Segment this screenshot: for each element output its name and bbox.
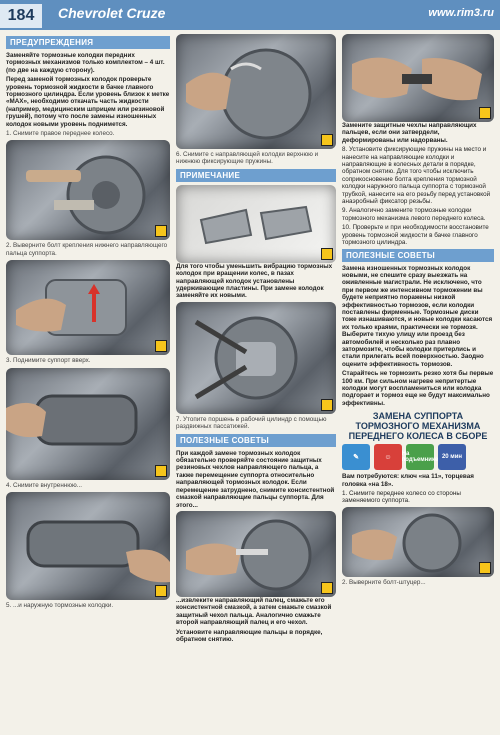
wrench-icon: ✎ [342, 444, 370, 470]
page-header [0, 0, 500, 30]
step-1-caption: 1. Снимите правое переднее колесо. [6, 130, 115, 138]
boots-drawing [342, 34, 494, 122]
page-number: 184 [0, 4, 42, 28]
photo-piston [176, 302, 336, 414]
caliper-bolt-drawing [342, 507, 494, 577]
photo-caliper-bolt [342, 507, 494, 577]
warning-heading: ПРЕДУПРЕЖДЕНИЯ [6, 36, 170, 49]
tips-text-right-1: Замена изношенных тормозных колодок новыми, не спешите сразу выезжать на оживленные магистрали. Не исключено, что при первом же интенсивном торможении вы будете неприятно поражены низкой эффективностью тормозов, если колодки поставлены фирменные. Тормозные диски тоже изнашиваются, и новые колодки касаются их только краями, практически не тормозя. Выберите тихую улицу или проезд без автомобилей и несколько раз плавно затормозите, чтобы колодки притерлись и стали прилегать всей поверхностью. Заодно оцените эффективность тормозов. [342, 264, 493, 368]
tool-tag-icon [155, 340, 167, 352]
step-9-text: 9. Аналогично замените тормозные колодки тормозного механизма левого переднего колеса. [342, 207, 486, 222]
column-middle [176, 34, 336, 645]
person-icon: ☺ [374, 444, 402, 470]
photo-wheel-hub [6, 140, 170, 240]
step-8-text: 8. Установите фиксирующие пружины на место и нанесите на направляющие колодки и направляющие в колесных детали в порядке, обратном снятию. Для того чтобы исключить соприкосновение болта крепления тормозной колодки наружного пальца суппорта с тормозной трубкой, нанесите на его резьбу перед установкой анаэробный фиксатор резьбы. [342, 146, 491, 206]
outer-pad-drawing [6, 492, 170, 600]
step-3-caption: 3. Поднимите суппорт вверх. [6, 357, 91, 365]
caliper-drawing [6, 260, 170, 355]
column-left [6, 34, 170, 613]
photo-outer-pad [6, 492, 170, 600]
book-title: Chevrolet Cruze [58, 5, 166, 21]
photo-inner-pad [6, 368, 170, 480]
springs-drawing [176, 34, 336, 149]
warning-text-2: Перед заменой тормозных колодок проверьте уровень тормозной жидкости в бачке главного тормозного цилиндра. Если уровень близок к метке «MAX», необходимо откачать часть жидкости (например, медицинским шприцем или резиновой грушей), потому что после замены изношенных колодок новыми уровень поднимется. [6, 76, 170, 128]
note-text: Для того чтобы уменьшить вибрацию тормозных колодок при вращении колес, в пазах направляющей колодок установлены удерживающие пластины. При замене колодок заменяйте их новыми. [176, 262, 333, 300]
photo-boots [342, 34, 494, 122]
tool-tag-icon [155, 225, 167, 237]
step-2-caption: 2. Выверните болт крепления нижнего направляющего пальца суппорта. [6, 242, 168, 257]
after-text-2: Установите направляющие пальцы в порядке, обратном снятию. [176, 628, 323, 643]
hub-drawing [6, 140, 170, 240]
tool-tag-icon [321, 399, 333, 411]
step-5-caption: 5. ...и наружную тормозные колодки. [6, 602, 114, 610]
after-text: ...извлеките направляющий палец, смажьте его консистентной смазкой, а затем смажьте смазкой защитный чехол пальца. Аналогично смажьте второй направляющий палец и его чехол. [176, 596, 332, 627]
column-right [342, 34, 494, 589]
step-6-caption: 6. Снимите с направляющей колодки верхнюю и нижнюю фиксирующие пружины. [176, 151, 319, 166]
tool-tag-icon [321, 134, 333, 146]
difficulty-icons [342, 444, 494, 470]
warning-text-1: Заменяйте тормозные колодки передних тормозных механизмов только комплектом – 4 шт. (по две на каждую сторону). [6, 52, 165, 74]
tool-tag-icon [479, 107, 491, 119]
tool-tag-icon [321, 248, 333, 260]
tool-tag-icon [155, 585, 167, 597]
note-heading: ПРИМЕЧАНИЕ [176, 169, 336, 182]
guide-pin-drawing [176, 511, 336, 597]
tools-text: Вам потребуются: ключ «на 11», торцевая головка «на 18». [342, 473, 474, 488]
step-10-text: 10. Проверьте и при необходимости восстановите уровень тормозной жидкости в бачке главного тормозного цилиндра. [342, 224, 489, 247]
time-icon: 20 мин [438, 444, 466, 470]
plates-drawing [176, 185, 336, 263]
tool-tag-icon [479, 562, 491, 574]
car-lift-icon: На подъемнике [406, 444, 434, 470]
tips-heading-right: ПОЛЕЗНЫЕ СОВЕТЫ [342, 249, 494, 262]
tips-text-right-2: Старайтесь не тормозить резко хотя бы первые 100 км. При сильном нагреве непритертые колодки могут воспламениться или колодка подгорает и тормоз еще не будут максимально эффективны. [342, 370, 494, 407]
pad-drawing [6, 368, 170, 480]
replace-step-2: 2. Выверните болт-штуцер... [342, 578, 426, 586]
photo-caliper-lift [6, 260, 170, 355]
site-url: www.rim3.ru [428, 7, 494, 19]
tips-text: При каждой замене тормозных колодок обязательно проверяйте состояние защитных резиновых чехлов направляющего пальца, а также перемещение суппорта относительно направляющей тормозных колодок. Если перемещение затруднено, снимите консистентной смазкой направляющие пальцы суппорта. Для этого... [176, 449, 335, 509]
step-7-caption: 7. Утопите поршень в рабочий цилиндр с помощью раздвижных пассатижей. [176, 415, 327, 431]
photo-springs [176, 34, 336, 149]
tool-tag-icon [321, 582, 333, 594]
boots-text: Замените защитные чехлы направляющих пальцев, если они затвердели, деформированы или надорваны. [342, 122, 477, 144]
section-title-caliper-replace: ЗАМЕНА СУППОРТА ТОРМОЗНОГО МЕХАНИЗМА ПЕРЕДНЕГО КОЛЕСА В СБОРЕ [348, 411, 488, 442]
piston-drawing [176, 302, 336, 414]
tool-tag-icon [155, 465, 167, 477]
photo-retaining-plates [176, 185, 336, 263]
replace-step-1: 1. Снимите переднее колесо со стороны заменяемого суппорта. [342, 490, 461, 505]
tips-heading: ПОЛЕЗНЫЕ СОВЕТЫ [176, 434, 336, 447]
photo-guide-pin [176, 511, 336, 597]
step-4-caption: 4. Снимите внутреннюю... [6, 481, 82, 489]
